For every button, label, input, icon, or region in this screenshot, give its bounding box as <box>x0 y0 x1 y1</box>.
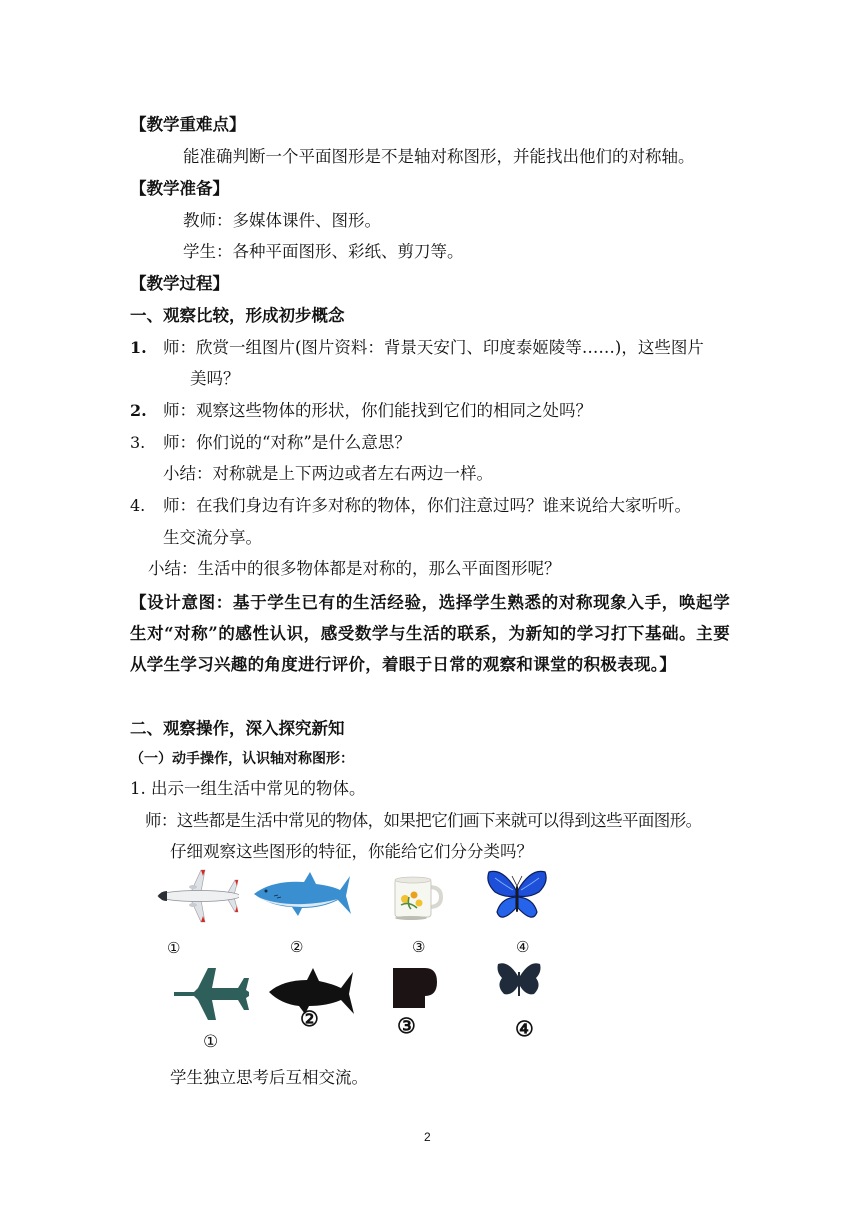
figure-label: ④ <box>516 938 530 956</box>
page-number: 2 <box>424 1130 431 1144</box>
mug-image <box>389 875 443 921</box>
item-text: 师：在我们身边有许多对称的物体，你们注意过吗？谁来说给大家听听。 <box>163 496 691 515</box>
exchange-line: 生交流分享。 <box>163 528 262 547</box>
observe-line: 仔细观察这些图形的特征，你能给它们分分类吗？ <box>170 842 533 861</box>
item-number: 4. <box>130 496 146 515</box>
mug-silhouette <box>389 966 439 1010</box>
item-number: 1. <box>130 338 147 357</box>
butterfly-silhouette <box>494 960 544 1002</box>
key-points-heading: 【教学重难点】 <box>130 115 246 134</box>
design-intent: 【设计意图：基于学生已有的生活经验，选择学生熟悉的对称现象入手，唤起学生对“对称”的感性认识，感受数学与生活的联系，为新知的学习打下基础。主要从学生学习兴趣的角度进行评价，着眼于日常的观察和课堂的积极表现。】 <box>130 593 730 674</box>
item-text: 师：欣赏一组图片(图片资料：背景天安门、印度泰姬陵等……)，这些图片 <box>163 338 704 357</box>
figure-label: ① <box>167 939 181 957</box>
airplane-silhouette <box>172 966 250 1022</box>
item-text: 师：观察这些物体的形状，你们能找到它们的相同之处吗？ <box>163 401 592 420</box>
key-points-text: 能准确判断一个平面图形是不是轴对称图形，并能找出他们的对称轴。 <box>183 147 695 166</box>
figure-label: ① <box>203 1032 219 1052</box>
prep-heading: 【教学准备】 <box>130 179 229 198</box>
shark-image <box>252 870 352 920</box>
figure-label: ③ <box>397 1013 416 1038</box>
process-heading: 【教学过程】 <box>130 274 229 293</box>
part2-subheading: （一）动手操作，认识轴对称图形： <box>130 751 354 767</box>
item-text-continued: 美吗？ <box>190 369 240 388</box>
item-text: 师：你们说的“对称”是什么意思？ <box>163 433 411 452</box>
prep-student: 学生：各种平面图形、彩纸、剪刀等。 <box>183 242 464 261</box>
figure-label: ④ <box>515 1016 534 1041</box>
item-number: 2. <box>130 401 147 420</box>
figure-label: ② <box>300 1006 319 1031</box>
figure-label: ② <box>290 938 304 956</box>
summary-line: 小结：对称就是上下两边或者左右两边一样。 <box>163 464 493 483</box>
summary-line: 小结：生活中的很多物体都是对称的，那么平面图形呢？ <box>148 559 561 578</box>
figure-label: ③ <box>412 938 426 956</box>
airplane-image <box>155 868 239 924</box>
item-number: 3. <box>130 433 146 452</box>
butterfly-image <box>485 868 549 926</box>
prep-teacher: 教师：多媒体课件、图形。 <box>183 211 381 230</box>
teacher-line: 师：这些都是生活中常见的物体，如果把它们画下来就可以得到这些平面图形。 <box>145 811 702 830</box>
closing-line: 学生独立思考后互相交流。 <box>170 1068 368 1087</box>
part2-item1: 1. 出示一组生活中常见的物体。 <box>130 779 366 798</box>
part2-heading: 二、观察操作，深入探究新知 <box>130 719 345 738</box>
part1-heading: 一、观察比较，形成初步概念 <box>130 306 345 325</box>
